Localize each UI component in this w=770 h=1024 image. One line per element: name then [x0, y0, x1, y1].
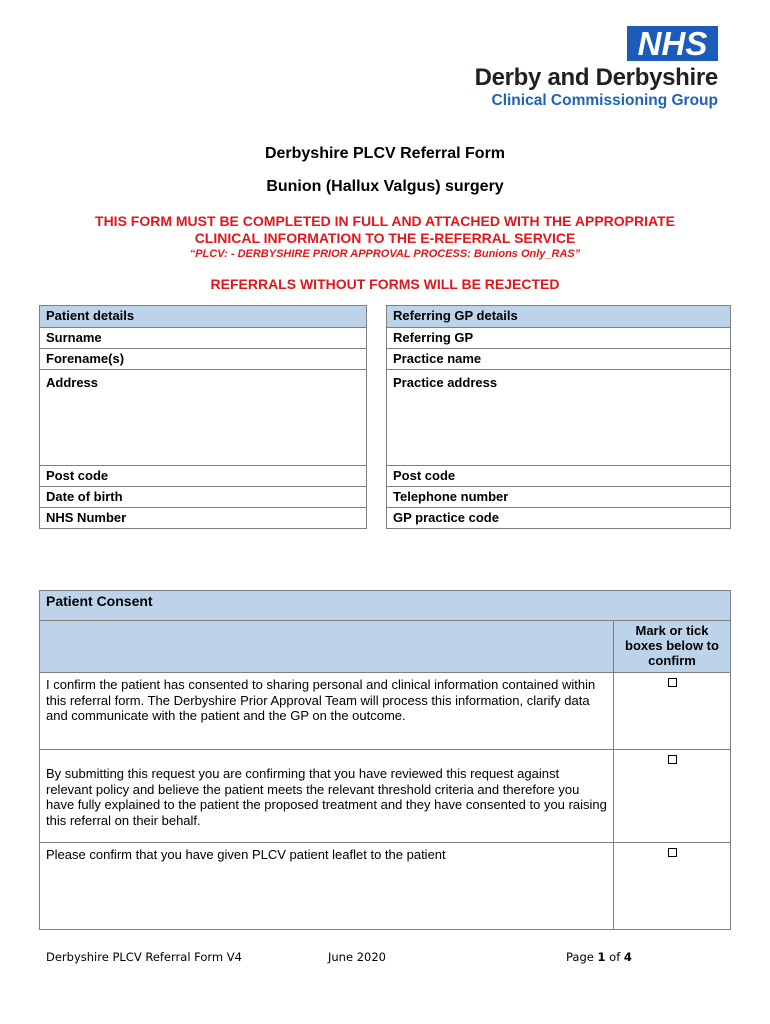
process-note: “PLCV: - DERBYSHIRE PRIOR APPROVAL PROCESS: Bunions Only_RAS”	[189, 248, 581, 260]
patient-details-heading: Patient details	[40, 306, 367, 328]
org-subtitle: Clinical Commissioning Group	[491, 92, 718, 109]
footer-form-version: Derbyshire PLCV Referral Form V4	[46, 950, 242, 964]
gp-postcode-field[interactable]: Post code	[387, 466, 731, 487]
nhs-logo: NHS	[627, 26, 718, 61]
consent-heading: Patient Consent	[40, 591, 731, 621]
page-of: of	[605, 950, 624, 964]
practice-name-field[interactable]: Practice name	[387, 349, 731, 370]
checkbox-icon[interactable]	[668, 678, 677, 687]
warning-line-1: THIS FORM MUST BE COMPLETED IN FULL AND ATTACHED WITH THE APPROPRIATE	[95, 213, 675, 229]
page-total: 4	[623, 950, 632, 964]
address-field[interactable]: Address	[40, 370, 367, 466]
gp-details-table	[386, 305, 731, 529]
consent-checkbox-3[interactable]	[614, 843, 731, 930]
footer-date: June 2020	[328, 950, 386, 964]
practice-code-field[interactable]: GP practice code	[387, 508, 731, 529]
form-title: Derbyshire PLCV Referral Form	[264, 145, 506, 162]
consent-checkbox-2[interactable]	[614, 750, 731, 843]
consent-spacer-cell	[40, 621, 614, 673]
tick-header: Mark or tick boxes below to confirm	[614, 621, 731, 673]
surname-field[interactable]: Surname	[40, 328, 367, 349]
patient-consent-table	[39, 590, 731, 930]
consent-statement-2: By submitting this request you are confirming that you have reviewed this request against relevant policy and believe the patient meets the relevant threshold criteria and therefore you have fully explained to the patient the proposed treatment and they have consented to you raising this referral on their behalf.	[40, 750, 614, 843]
form-subtitle: Bunion (Hallux Valgus) surgery	[266, 178, 504, 195]
telephone-field[interactable]: Telephone number	[387, 487, 731, 508]
referring-gp-field[interactable]: Referring GP	[387, 328, 731, 349]
footer-page-number	[566, 950, 632, 964]
org-name: Derby and Derbyshire	[474, 64, 718, 91]
dob-field[interactable]: Date of birth	[40, 487, 367, 508]
patient-details-table	[39, 305, 367, 529]
consent-statement-3: Please confirm that you have given PLCV patient leaflet to the patient	[40, 843, 614, 930]
patient-postcode-field[interactable]: Post code	[40, 466, 367, 487]
checkbox-icon[interactable]	[668, 755, 677, 764]
practice-address-field[interactable]: Practice address	[387, 370, 731, 466]
nhs-number-field[interactable]: NHS Number	[40, 508, 367, 529]
warning-line-2: CLINICAL INFORMATION TO THE E-REFERRAL SERVICE	[194, 230, 576, 246]
consent-statement-1: I confirm the patient has consented to sharing personal and clinical information contained within this referral form. The Derbyshire Prior Approval Team will process this information, clarify data and communicate with the patient and the GP on the outcome.	[40, 673, 614, 750]
forename-field[interactable]: Forename(s)	[40, 349, 367, 370]
page-prefix: Page	[566, 950, 598, 964]
rejection-note: REFERRALS WITHOUT FORMS WILL BE REJECTED	[210, 276, 560, 292]
page-current: 1	[597, 950, 606, 964]
checkbox-icon[interactable]	[668, 848, 677, 857]
gp-details-heading: Referring GP details	[387, 306, 731, 328]
consent-checkbox-1[interactable]	[614, 673, 731, 750]
